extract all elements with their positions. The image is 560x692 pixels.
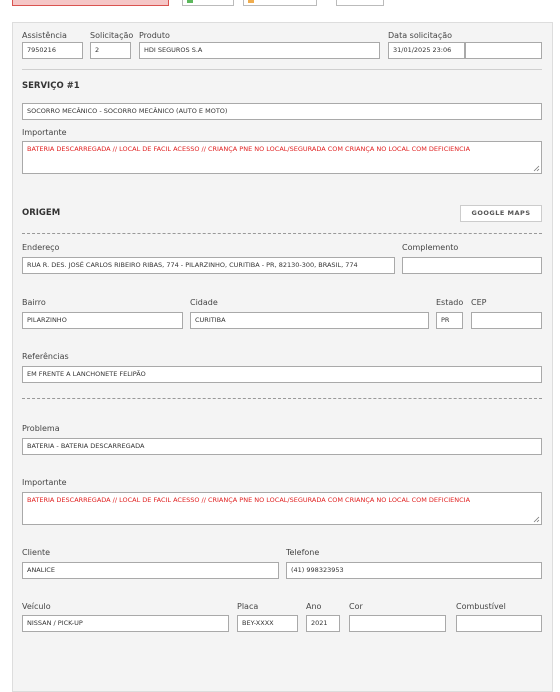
solicitacao-input[interactable]: 2	[90, 42, 131, 59]
solicitacao-label: Solicitação	[90, 31, 134, 40]
google-maps-button[interactable]: GOOGLE MAPS	[460, 205, 542, 222]
produto-input[interactable]: HDI SEGUROS S.A	[139, 42, 380, 59]
resize-grip-icon[interactable]	[533, 165, 540, 172]
servico-importante-textarea[interactable]	[22, 141, 542, 174]
servico-tipo-input[interactable]: SOCORRO MECÂNICO - SOCORRO MECÂNICO (AUTO E MOTO)	[22, 103, 542, 120]
toolbar-button-orange[interactable]	[243, 0, 317, 6]
complemento-input[interactable]	[402, 257, 542, 274]
cidade-label: Cidade	[190, 298, 218, 307]
ano-label: Ano	[306, 602, 322, 611]
veiculo-label: Veículo	[22, 602, 51, 611]
cep-label: CEP	[471, 298, 487, 307]
problema-importante-text: BATERIA DESCARREGADA // LOCAL DE FACIL ACESSO // CRIANÇA PNE NO LOCAL/SEGURADA COM CRIANÇA NO LOCAL COM DEFICIENCIA	[27, 496, 471, 504]
ano-input[interactable]: 2021	[306, 615, 340, 632]
cor-input[interactable]	[349, 615, 446, 632]
service-form-panel	[12, 22, 553, 692]
alert-banner[interactable]	[12, 0, 169, 6]
cep-input[interactable]	[471, 312, 542, 329]
top-toolbar	[0, 0, 560, 8]
referencias-label: Referências	[22, 352, 69, 361]
telefone-input[interactable]: (41) 998323953	[286, 562, 542, 579]
estado-input[interactable]: PR	[436, 312, 463, 329]
assistencia-label: Assistência	[22, 31, 67, 40]
hora-input[interactable]	[465, 42, 542, 59]
resize-grip-icon[interactable]	[533, 516, 540, 523]
section-divider	[22, 69, 542, 70]
servico-title: SERVIÇO #1	[22, 81, 80, 91]
bairro-label: Bairro	[22, 298, 46, 307]
origem-title: ORIGEM	[22, 208, 61, 218]
placa-label: Placa	[237, 602, 259, 611]
problema-label: Problema	[22, 424, 60, 433]
combustivel-input[interactable]	[456, 615, 542, 632]
telefone-label: Telefone	[286, 548, 320, 557]
endereco-label: Endereço	[22, 243, 60, 252]
servico-importante-label: Importante	[22, 128, 67, 137]
problema-importante-textarea[interactable]	[22, 492, 542, 525]
cor-label: Cor	[349, 602, 363, 611]
origem-divider	[22, 233, 542, 234]
produto-label: Produto	[139, 31, 170, 40]
servico-importante-text: BATERIA DESCARREGADA // LOCAL DE FACIL ACESSO // CRIANÇA PNE NO LOCAL/SEGURADA COM CRIANÇA NO LOCAL COM DEFICIENCIA	[27, 145, 471, 153]
assistencia-input[interactable]: 7950216	[22, 42, 83, 59]
data-solicitacao-input[interactable]: 31/01/2025 23:06	[388, 42, 465, 59]
problema-importante-label: Importante	[22, 478, 67, 487]
cidade-input[interactable]: CURITIBA	[190, 312, 429, 329]
veiculo-input[interactable]: NISSAN / PICK-UP	[22, 615, 229, 632]
data-solicitacao-label: Data solicitação	[388, 31, 453, 40]
endereco-input[interactable]: RUA R. DES. JOSÉ CARLOS RIBEIRO RIBAS, 774 - PILARZINHO, CURITIBA - PR, 82130-300, BRASIL, 774	[22, 257, 395, 274]
problema-input[interactable]: BATERIA - BATERIA DESCARREGADA	[22, 438, 542, 455]
cliente-label: Cliente	[22, 548, 51, 557]
folder-icon	[248, 0, 254, 3]
referencias-input[interactable]: EM FRENTE A LANCHONETE FELIPÃO	[22, 366, 542, 383]
cliente-input[interactable]: ANALICE	[22, 562, 279, 579]
problema-divider	[22, 398, 542, 399]
toolbar-button-green[interactable]	[182, 0, 234, 6]
placa-input[interactable]: BEY-XXXX	[237, 615, 298, 632]
toolbar-button-plain[interactable]	[336, 0, 384, 6]
bairro-input[interactable]: PILARZINHO	[22, 312, 183, 329]
estado-label: Estado	[436, 298, 464, 307]
complemento-label: Complemento	[402, 243, 459, 252]
combustivel-label: Combustível	[456, 602, 506, 611]
document-icon	[187, 0, 193, 3]
